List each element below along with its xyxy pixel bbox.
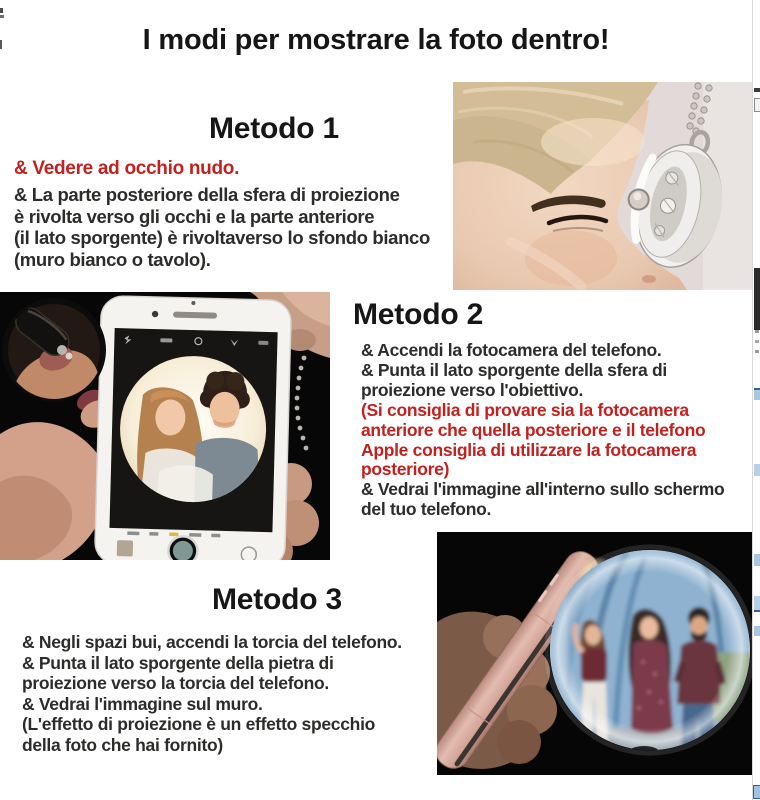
- edge-fragment: [754, 88, 760, 92]
- method-2-red-note: (Si consiglia di provare sia la fotocamera: [361, 399, 689, 420]
- method-2-line: & Punta il lato sporgente della sfera di: [361, 359, 667, 380]
- method-1-line: è rivolta verso gli occhi e la parte anteriore: [14, 205, 375, 227]
- naked-eye-pendant-photo: [453, 82, 755, 290]
- edge-fragment: [755, 350, 759, 353]
- method-2-red-note: posteriore): [361, 459, 450, 480]
- left-edge-artifact: [0, 8, 3, 13]
- method-3-line: proiezione verso la torcia del telefono.: [22, 673, 329, 694]
- method-2-heading: Metodo 2: [353, 298, 484, 331]
- method-3-line: & Negli spazi bui, accendi la torcia del telefono.: [22, 632, 402, 652]
- pendant-clasp: [57, 345, 67, 355]
- gallery-thumbnail-icon: [117, 540, 133, 556]
- earpiece: [173, 312, 217, 319]
- method-1-line: (il lato sporgente) è rivoltaverso lo sfondo bianco: [14, 227, 430, 248]
- method-3-heading: Metodo 3: [211, 583, 343, 616]
- method-2-red-note: anteriore che quella posteriore e il telefono: [361, 419, 706, 440]
- edge-fragment: [754, 554, 760, 566]
- method-1-line: (muro bianco o tavolo).: [14, 248, 211, 270]
- method-3-line: & Punta il lato sporgente della pietra di: [22, 652, 334, 673]
- method-3-line: & Vedrai l'immagine sul muro.: [22, 693, 263, 714]
- method-3-line: (L'effetto di proiezione è un effetto specchio: [22, 714, 376, 735]
- phone-camera-photo: [0, 292, 330, 560]
- wall-projection-photo: [437, 532, 755, 775]
- method-2-line: proiezione verso l'obiettivo.: [361, 379, 584, 400]
- edge-fragment: [753, 785, 760, 799]
- method-2-line: & Accendi la fotocamera del telefono.: [361, 340, 662, 360]
- left-edge-artifact: [0, 15, 4, 18]
- edge-fragment: [754, 596, 760, 612]
- method-1-body: [14, 184, 430, 270]
- method-3-body: [22, 632, 402, 756]
- method-1-line: & La parte posteriore della sfera di proiezione: [14, 184, 400, 205]
- edge-fragment: [754, 268, 760, 330]
- edge-fragment: [755, 340, 759, 343]
- edge-fragment: [754, 98, 760, 112]
- edge-fragment: [755, 330, 759, 333]
- method-1-red-intro: & Vedere ad occhio nudo.: [14, 158, 240, 179]
- edge-fragment: [754, 388, 760, 400]
- page-title: I modi per mostrare la foto dentro!: [142, 24, 610, 56]
- edge-fragment: [754, 626, 760, 636]
- smartphone: [95, 296, 292, 560]
- edge-fragment: [754, 464, 760, 476]
- method-2-line: del tuo telefono.: [361, 499, 492, 520]
- right-edge-strip: [752, 0, 760, 800]
- pendant-closeup-inset: [5, 301, 103, 402]
- method-2-line: & Vedrai l'immagine all'interno sullo schermo: [361, 479, 725, 500]
- method-2-red-note: Apple consiglia di utilizzare la fotocamera: [361, 439, 697, 460]
- method-1-heading: Metodo 1: [208, 112, 340, 145]
- method-3-line: della foto che hai fornito): [22, 734, 223, 755]
- method-2-body: [361, 341, 724, 520]
